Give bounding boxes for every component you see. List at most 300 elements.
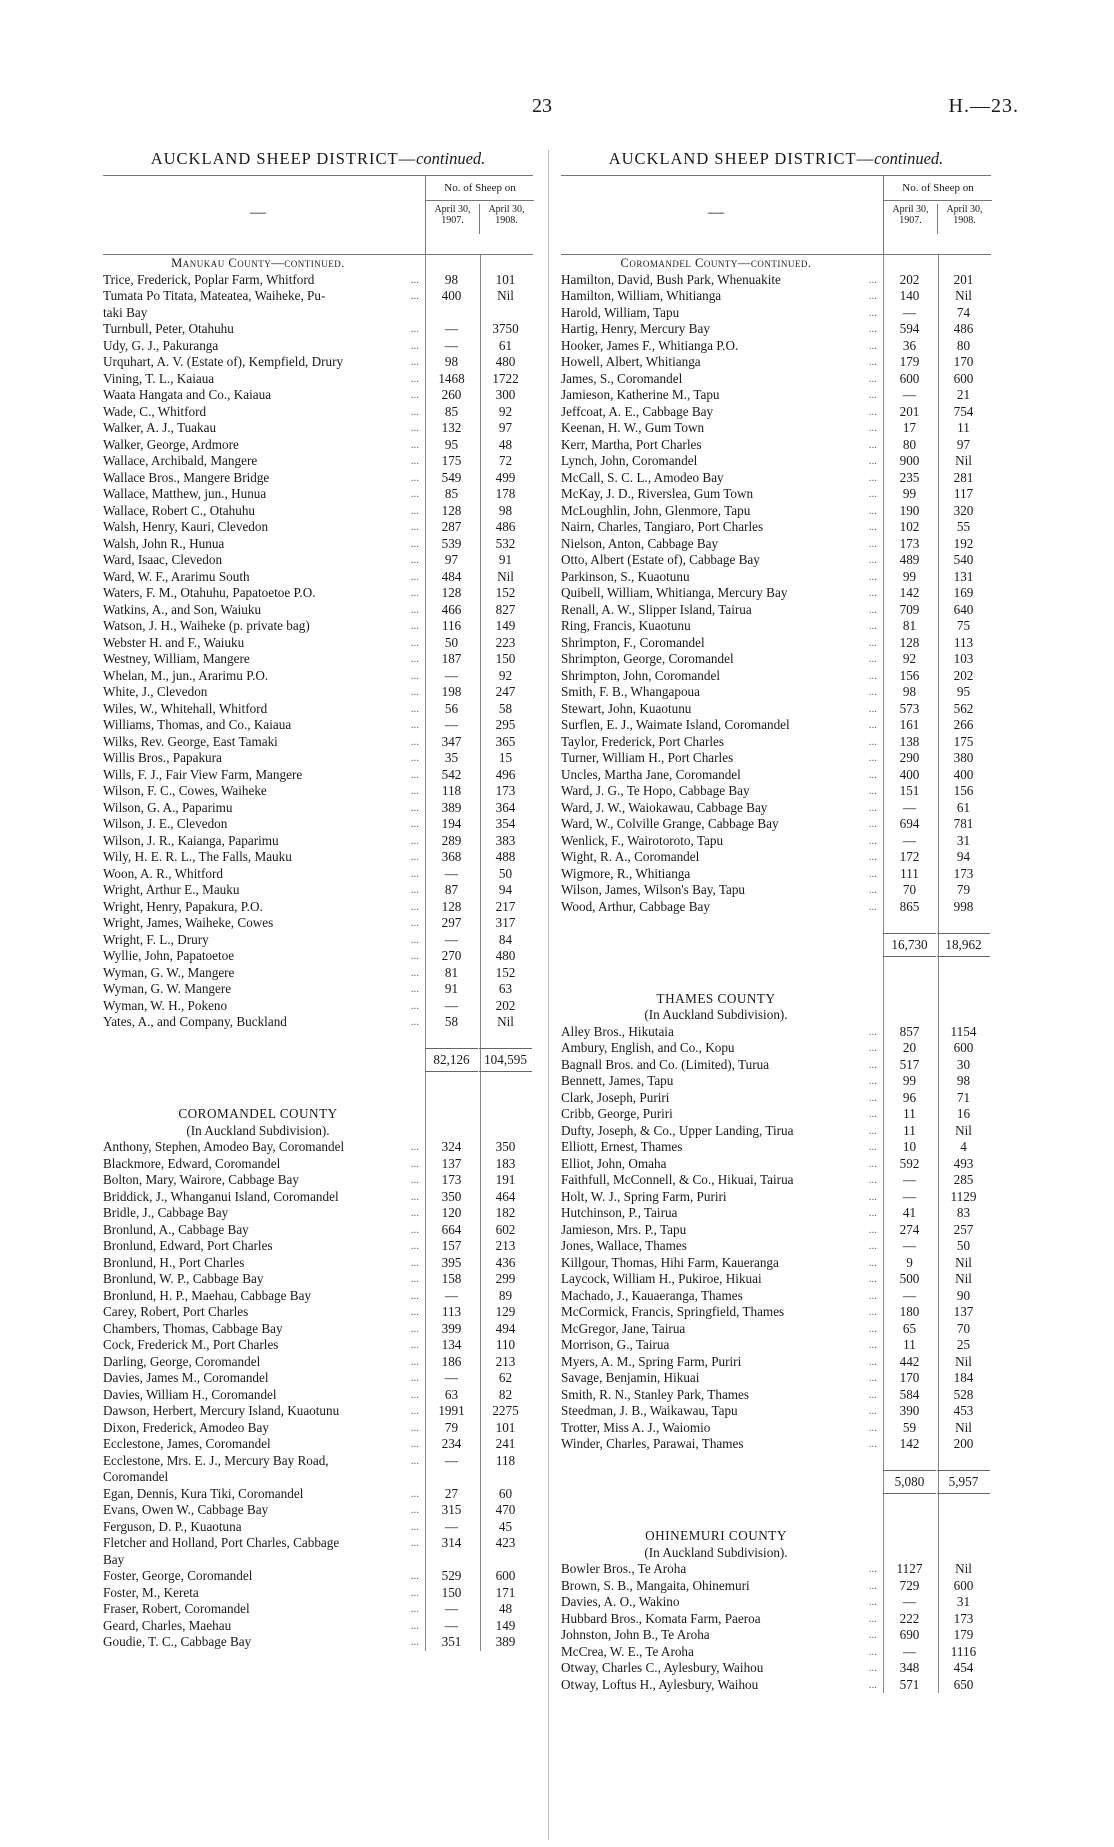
owner-name: Shrimpton, John, Coromandel: [561, 667, 720, 683]
sheep-1907: 98: [444, 354, 459, 369]
sheep-1907: —: [902, 832, 917, 848]
sheep-1908: 169: [953, 585, 974, 600]
sheep-1908: 94: [956, 849, 971, 864]
owner-name: Bronlund, Edward, Port Charles: [103, 1238, 273, 1253]
owner-name: Waters, F. M., Otahuhu, Papatoetoe P.O.: [103, 585, 316, 600]
owner-name: Ecclestone, Mrs. E. J., Mercury Bay Road,: [103, 1452, 329, 1468]
sheep-1907: 80: [902, 436, 917, 452]
sheep-1907: 187: [441, 651, 462, 666]
right-head-col-1907: April 30, 1907.: [884, 204, 938, 234]
sheep-1907: —: [902, 387, 917, 402]
table-row: [103, 1519, 533, 1536]
table-row: [103, 998, 533, 1015]
leader-dots: ...: [868, 521, 877, 533]
owner-name: Taylor, Frederick, Port Charles: [561, 733, 724, 749]
table-row: [561, 1123, 991, 1140]
sheep-1907: 111: [900, 865, 919, 881]
owner-name: Lynch, John, Coromandel: [561, 453, 698, 468]
leader-dots: ...: [410, 1223, 419, 1236]
owner-name: McLoughlin, John, Glenmore, Tapu: [561, 502, 751, 518]
sheep-1908: 453: [953, 1403, 974, 1418]
table-row: [561, 668, 991, 685]
table-row: [561, 1370, 991, 1387]
table-row: [103, 1486, 533, 1503]
left-table-header: [103, 175, 533, 255]
sheep-1908: 171: [495, 1584, 516, 1600]
table-row: [103, 404, 533, 421]
table-row: [561, 701, 991, 718]
document-code: H.—23.: [948, 95, 1019, 117]
owner-name: Wright, Arthur E., Mauku: [103, 882, 240, 897]
section-spacer: [103, 1073, 533, 1106]
sheep-1908: 998: [953, 898, 974, 914]
sheep-1907: 87: [444, 882, 459, 897]
owner-name: McCall, S. C. L., Amodeo Bay: [561, 469, 724, 485]
leader-dots: ...: [410, 1487, 419, 1500]
sheep-1908: 191: [495, 1172, 516, 1187]
leader-dots: ...: [868, 356, 877, 368]
leader-dots: ...: [868, 752, 877, 764]
owner-name: Winder, Charles, Parawai, Thames: [561, 1436, 744, 1451]
table-row: [561, 1238, 991, 1255]
sheep-1907: —: [444, 1617, 459, 1633]
sheep-1908: 266: [953, 717, 974, 732]
table-row: [103, 486, 533, 503]
sheep-1907: 690: [899, 1627, 920, 1642]
owner-name: Otto, Albert (Estate of), Cabbage Bay: [561, 552, 760, 567]
section-heading: [561, 1528, 871, 1545]
left-title-continued: continued.: [416, 149, 486, 168]
sheep-1907: 128: [899, 634, 920, 650]
table-row: [103, 338, 533, 355]
leader-dots: ...: [868, 438, 877, 451]
owner-name: Shrimpton, F., Coromandel: [561, 634, 705, 650]
owner-name: Wight, R. A., Coromandel: [561, 849, 700, 864]
leader-dots: ...: [868, 1421, 877, 1434]
owner-name: Johnston, John B., Te Aroha: [561, 1627, 710, 1642]
leader-dots: ...: [868, 1579, 877, 1592]
leader-dots: ...: [410, 735, 419, 748]
sheep-1908: 299: [495, 1271, 516, 1286]
leader-dots: ...: [868, 620, 877, 632]
sheep-1907: 865: [899, 898, 920, 914]
leader-dots: ...: [868, 686, 877, 698]
table-row: [103, 1288, 533, 1305]
table-row: [561, 767, 991, 784]
leader-dots: ...: [868, 702, 877, 715]
table-row: [561, 1024, 991, 1041]
table-row: [103, 519, 533, 536]
owner-name: Machado, J., Kauaeranga, Thames: [561, 1287, 743, 1303]
owner-name: Hutchinson, P., Tairua: [561, 1205, 678, 1220]
leader-dots: ...: [410, 917, 419, 929]
table-row: [561, 371, 991, 388]
table-row: [103, 767, 533, 784]
sheep-1908: 48: [498, 436, 513, 452]
table-row: [103, 981, 533, 998]
leader-dots: ...: [868, 1207, 877, 1219]
sheep-1908: 827: [495, 601, 516, 617]
sheep-1908: 152: [495, 964, 516, 980]
table-row: [561, 618, 991, 635]
sheep-1907: 234: [441, 1436, 462, 1451]
table-row: [561, 1139, 991, 1156]
section-subheading: [561, 1007, 871, 1024]
owner-name: White, J., Clevedon: [103, 684, 208, 699]
sheep-1908: 62: [498, 1370, 513, 1385]
sheep-1907: 50: [444, 634, 459, 650]
table-row: [561, 404, 991, 421]
owner-name: Bennett, James, Tapu: [561, 1073, 674, 1088]
left-column-title: [103, 147, 533, 171]
owner-name: Wallace, Robert C., Otahuhu: [103, 502, 256, 518]
sheep-1908: 213: [495, 1353, 516, 1369]
sheep-1907: —: [444, 931, 459, 947]
leader-dots: ...: [868, 1339, 877, 1351]
table-row: [561, 1090, 991, 1107]
sheep-1907: 400: [441, 288, 462, 303]
leader-dots: ...: [410, 752, 419, 764]
owner-name: Ward, J. G., Te Hopo, Cabbage Bay: [561, 783, 750, 798]
sheep-1908: 175: [953, 733, 974, 749]
owner-name: Webster H. and F., Waiuku: [103, 634, 245, 650]
leader-dots: ...: [868, 1645, 877, 1658]
owner-name: Renall, A. W., Slipper Island, Tairua: [561, 601, 752, 617]
sheep-1908: 31: [956, 1594, 971, 1609]
owner-name: Whelan, M., jun., Ararimu P.O.: [103, 667, 269, 683]
sheep-1907: —: [902, 1172, 917, 1187]
table-row: [103, 1354, 533, 1371]
sheep-1908: 113: [953, 634, 974, 650]
table-row: [103, 882, 533, 899]
owner-name: Keenan, H. W., Gum Town: [561, 420, 705, 435]
sheep-1908: 179: [953, 1627, 974, 1642]
leader-dots: ...: [410, 587, 419, 599]
sheep-1907: 186: [441, 1353, 462, 1369]
left-head-col-1908: April 30, 1908.: [488, 204, 525, 226]
leader-dots: ...: [868, 1563, 877, 1575]
table-row: [103, 1156, 533, 1173]
owner-name: Urquhart, A. V. (Estate of), Kempfield, Drury: [103, 354, 344, 369]
sheep-1908: 257: [953, 1221, 974, 1237]
table-row: [561, 1172, 991, 1189]
sheep-1907: —: [444, 865, 459, 881]
owner-name: Killgour, Thomas, Hihi Farm, Kaueranga: [561, 1254, 779, 1270]
sheep-1908: Nil: [955, 1561, 972, 1576]
owner-name: Ward, W., Colville Grange, Cabbage Bay: [561, 816, 779, 831]
right-head-group: [883, 176, 992, 254]
owner-name: Wright, Henry, Papakura, P.O.: [103, 898, 263, 914]
owner-name: Laycock, William H., Pukiroe, Hikuai: [561, 1271, 762, 1286]
owner-name: Dixon, Frederick, Amodeo Bay: [103, 1419, 269, 1435]
table-row: [103, 1618, 533, 1635]
sheep-1908: 90: [956, 1287, 971, 1303]
leader-dots: ...: [410, 950, 419, 962]
sheep-1908: 202: [953, 667, 974, 683]
leader-dots: ...: [410, 1207, 419, 1219]
sheep-1908: 21: [956, 387, 971, 402]
right-title-main: AUCKLAND SHEEP DISTRICT—: [608, 149, 875, 168]
sheep-1908: 364: [495, 799, 516, 815]
owner-name: Hartig, Henry, Mercury Bay: [561, 321, 710, 336]
sheep-1907: 85: [444, 403, 459, 419]
sheep-1907: 128: [441, 898, 462, 914]
leader-dots: ...: [410, 471, 419, 484]
leader-dots: ...: [868, 1157, 877, 1170]
table-row: [561, 1660, 991, 1677]
right-head-dash: —: [708, 204, 724, 221]
sheep-1908: 480: [495, 948, 516, 963]
sheep-1907: 10: [902, 1139, 917, 1154]
leader-dots: ...: [868, 1289, 877, 1302]
leader-dots: ...: [410, 1405, 419, 1417]
section-subheading: [103, 1123, 413, 1140]
table-row: [103, 701, 533, 718]
leader-dots: ...: [868, 653, 877, 665]
sheep-1907: —: [444, 1601, 459, 1616]
table-row: [103, 948, 533, 965]
owner-name: Bronlund, H. P., Maehau, Cabbage Bay: [103, 1287, 312, 1303]
leader-dots: ...: [868, 1141, 877, 1153]
leader-dots: ...: [868, 1678, 877, 1691]
owner-name: Parkinson, S., Kuaotunu: [561, 568, 690, 584]
table-row: [561, 1304, 991, 1321]
sheep-1907: 41: [902, 1205, 917, 1220]
owner-name: Stewart, John, Kuaotunu: [561, 700, 692, 716]
sheep-1907: —: [902, 1188, 917, 1204]
leader-dots: ...: [410, 620, 419, 632]
leader-dots: ...: [410, 290, 419, 302]
table-row: [103, 1321, 533, 1338]
sheep-1908: 320: [953, 502, 974, 518]
table-row: [561, 1644, 991, 1661]
table-row: [103, 437, 533, 454]
left-head-dash: —: [250, 204, 266, 221]
sheep-1908: 650: [953, 1676, 974, 1692]
leader-dots: ...: [410, 1141, 419, 1153]
sheep-1907: 11: [903, 1122, 916, 1138]
owner-name: McGregor, Jane, Tairua: [561, 1320, 686, 1336]
leader-dots: ...: [868, 537, 877, 550]
owner-name: Jamieson, Mrs. P., Tapu: [561, 1221, 687, 1237]
sheep-1907: —: [444, 1452, 459, 1468]
owner-name: Wyllie, John, Papatoetoe: [103, 948, 235, 963]
sheep-1908: 3750: [492, 321, 519, 336]
sheep-1907: 35: [444, 750, 459, 765]
sheep-1908: 754: [953, 403, 974, 419]
owner-name: Geard, Charles, Maehau: [103, 1617, 232, 1633]
sheep-1908: 129: [495, 1304, 516, 1319]
table-row: [103, 420, 533, 437]
table-row: [103, 965, 533, 982]
sheep-1908: 192: [953, 535, 974, 551]
sheep-1908: 436: [495, 1254, 516, 1270]
leader-dots: ...: [410, 1273, 419, 1285]
table-row: [103, 585, 533, 602]
owner-name: Wallace, Matthew, jun., Hunua: [103, 486, 267, 501]
leader-dots: ...: [410, 1603, 419, 1615]
sheep-1908: 528: [953, 1386, 974, 1402]
sheep-1907: 235: [899, 469, 920, 485]
sheep-1908: 61: [956, 799, 971, 815]
sheep-1908: 50: [956, 1238, 971, 1253]
owner-name: Ring, Francis, Kuaotunu: [561, 618, 691, 633]
sheep-1908: 15: [498, 750, 513, 765]
leader-dots: ...: [410, 554, 419, 566]
sheep-1907: 190: [899, 502, 920, 518]
leader-dots: ...: [868, 1108, 877, 1120]
sheep-1907: 142: [899, 1436, 920, 1451]
sheep-1907: 350: [441, 1188, 462, 1204]
leader-dots: ...: [410, 1372, 419, 1384]
leader-dots: ...: [410, 1454, 419, 1467]
owner-name: Wyman, W. H., Pokeno: [103, 997, 228, 1013]
owner-name: Trotter, Miss A. J., Waiomio: [561, 1419, 711, 1435]
owner-name: Nielson, Anton, Cabbage Bay: [561, 535, 719, 551]
sheep-1907: 314: [441, 1535, 462, 1550]
section-spacer: [561, 1495, 991, 1528]
sheep-1908: 494: [495, 1320, 516, 1336]
owner-name: Jeffcoat, A. E., Cabbage Bay: [561, 403, 714, 419]
table-row: [561, 1561, 991, 1578]
sheep-1907: 400: [899, 766, 920, 782]
sheep-1907: 173: [441, 1172, 462, 1187]
sheep-1908: 202: [495, 997, 516, 1013]
sheep-1908: Nil: [955, 453, 972, 468]
owner-name: Harold, William, Tapu: [561, 304, 680, 320]
sheep-1908: 470: [495, 1502, 516, 1517]
leader-dots: ...: [410, 933, 419, 946]
table-row: [561, 305, 991, 322]
table-row: [103, 1535, 533, 1552]
sheep-1907: 201: [899, 403, 920, 419]
sheep-1907: —: [444, 1518, 459, 1534]
owner-name: Wilson, James, Wilson's Bay, Tapu: [561, 882, 746, 897]
sheep-1907: 59: [902, 1419, 917, 1435]
right-column: [561, 147, 991, 1693]
sheep-1908: 182: [495, 1205, 516, 1220]
leader-dots: ...: [410, 966, 419, 979]
table-row: [561, 1222, 991, 1239]
sheep-1908: 486: [953, 321, 974, 336]
sheep-1908: 16: [956, 1106, 971, 1121]
leader-dots: ...: [410, 1537, 419, 1549]
table-row: [103, 915, 533, 932]
sheep-1908: 600: [953, 370, 974, 386]
owner-name: Bay: [103, 1551, 125, 1567]
owner-name: Savage, Benjamin, Hikuai: [561, 1370, 700, 1385]
leader-dots: ...: [410, 603, 419, 616]
right-table-header: [561, 175, 991, 255]
sheep-1908: 486: [495, 519, 516, 534]
sheep-1907: 20: [902, 1040, 917, 1055]
table-row: [561, 1271, 991, 1288]
owner-name: Willis Bros., Papakura: [103, 750, 222, 765]
owner-name: Wills, F. J., Fair View Farm, Mangere: [103, 766, 303, 782]
sheep-1907: 81: [902, 618, 917, 633]
sheep-1907: 140: [899, 288, 920, 303]
sheep-1907: 549: [441, 469, 462, 485]
table-row: [561, 354, 991, 371]
sheep-1908: 1722: [492, 370, 519, 386]
owner-name: Jones, Wallace, Thames: [561, 1238, 687, 1253]
leader-dots: ...: [410, 1339, 419, 1351]
sheep-1908: Nil: [955, 288, 972, 303]
sheep-1907: 694: [899, 816, 920, 831]
owner-name: Morrison, G., Tairua: [561, 1337, 670, 1352]
page-number: 23: [532, 95, 552, 117]
leader-dots: ...: [868, 834, 877, 847]
owner-name: Ferguson, D. P., Kuaotuna: [103, 1518, 242, 1534]
sheep-1907: 96: [902, 1089, 917, 1105]
table-row: [103, 1552, 533, 1569]
owner-name: Darling, George, Coromandel: [103, 1353, 261, 1369]
table-row: [103, 1403, 533, 1420]
sheep-1907: 442: [899, 1353, 920, 1369]
sheep-1907: 128: [441, 585, 462, 600]
table-row: [103, 602, 533, 619]
leader-dots: ...: [868, 1322, 877, 1335]
owner-name: Steedman, J. B., Waikawau, Tapu: [561, 1403, 738, 1418]
leader-dots: ...: [868, 735, 877, 748]
table-row: [103, 1337, 533, 1354]
table-row: [103, 800, 533, 817]
leader-dots: ...: [868, 636, 877, 649]
sheep-1908: Nil: [955, 1353, 972, 1369]
section-subheading-text: (In Auckland Subdivision).: [644, 1007, 788, 1022]
leader-dots: ...: [868, 851, 877, 863]
section-heading-text: THAMES COUNTY: [656, 990, 776, 1006]
left-head-group: [425, 176, 534, 254]
table-row: [561, 1420, 991, 1437]
owner-name: Smith, F. B., Whangapoua: [561, 684, 700, 699]
table-row: [561, 1677, 991, 1694]
owner-name: Elliot, John, Omaha: [561, 1155, 667, 1171]
sheep-1908: 562: [953, 700, 974, 716]
sheep-1907: 142: [899, 585, 920, 600]
sheep-1908: 173: [953, 865, 974, 881]
sheep-1907: 102: [899, 519, 920, 534]
owner-name: Vining, T. L., Kaiaua: [103, 370, 215, 386]
leader-dots: ...: [410, 405, 419, 418]
owner-name: Turner, William H., Port Charles: [561, 750, 734, 765]
sheep-1907: 351: [441, 1634, 462, 1649]
sheep-1907: —: [444, 321, 459, 336]
sheep-1908: 640: [953, 601, 974, 617]
sheep-1908: 58: [498, 700, 513, 716]
sheep-1908: 488: [495, 849, 516, 864]
sheep-1907: 594: [899, 321, 920, 336]
leader-dots: ...: [868, 768, 877, 781]
sheep-1907: 222: [899, 1610, 920, 1626]
sheep-1907: 180: [899, 1304, 920, 1319]
section-heading-text: COROMANDEL COUNTY: [178, 1106, 338, 1121]
owner-name: Hamilton, David, Bush Park, Whenuakite: [561, 271, 781, 287]
sheep-1907: —: [902, 1287, 917, 1303]
leader-dots: ...: [868, 1256, 877, 1269]
table-row: [103, 618, 533, 635]
sheep-1907: 134: [441, 1337, 462, 1352]
leader-dots: ...: [868, 719, 877, 731]
sheep-1908: 83: [956, 1205, 971, 1220]
leader-dots: ...: [410, 1016, 419, 1028]
leader-dots: ...: [868, 554, 877, 566]
owner-name: Holt, W. J., Spring Farm, Puriri: [561, 1188, 727, 1204]
sheep-1908: 201: [953, 271, 974, 287]
owner-name: Bridle, J., Cabbage Bay: [103, 1205, 229, 1220]
leader-dots: ...: [868, 323, 877, 335]
total-1908: 18,962: [937, 933, 990, 957]
